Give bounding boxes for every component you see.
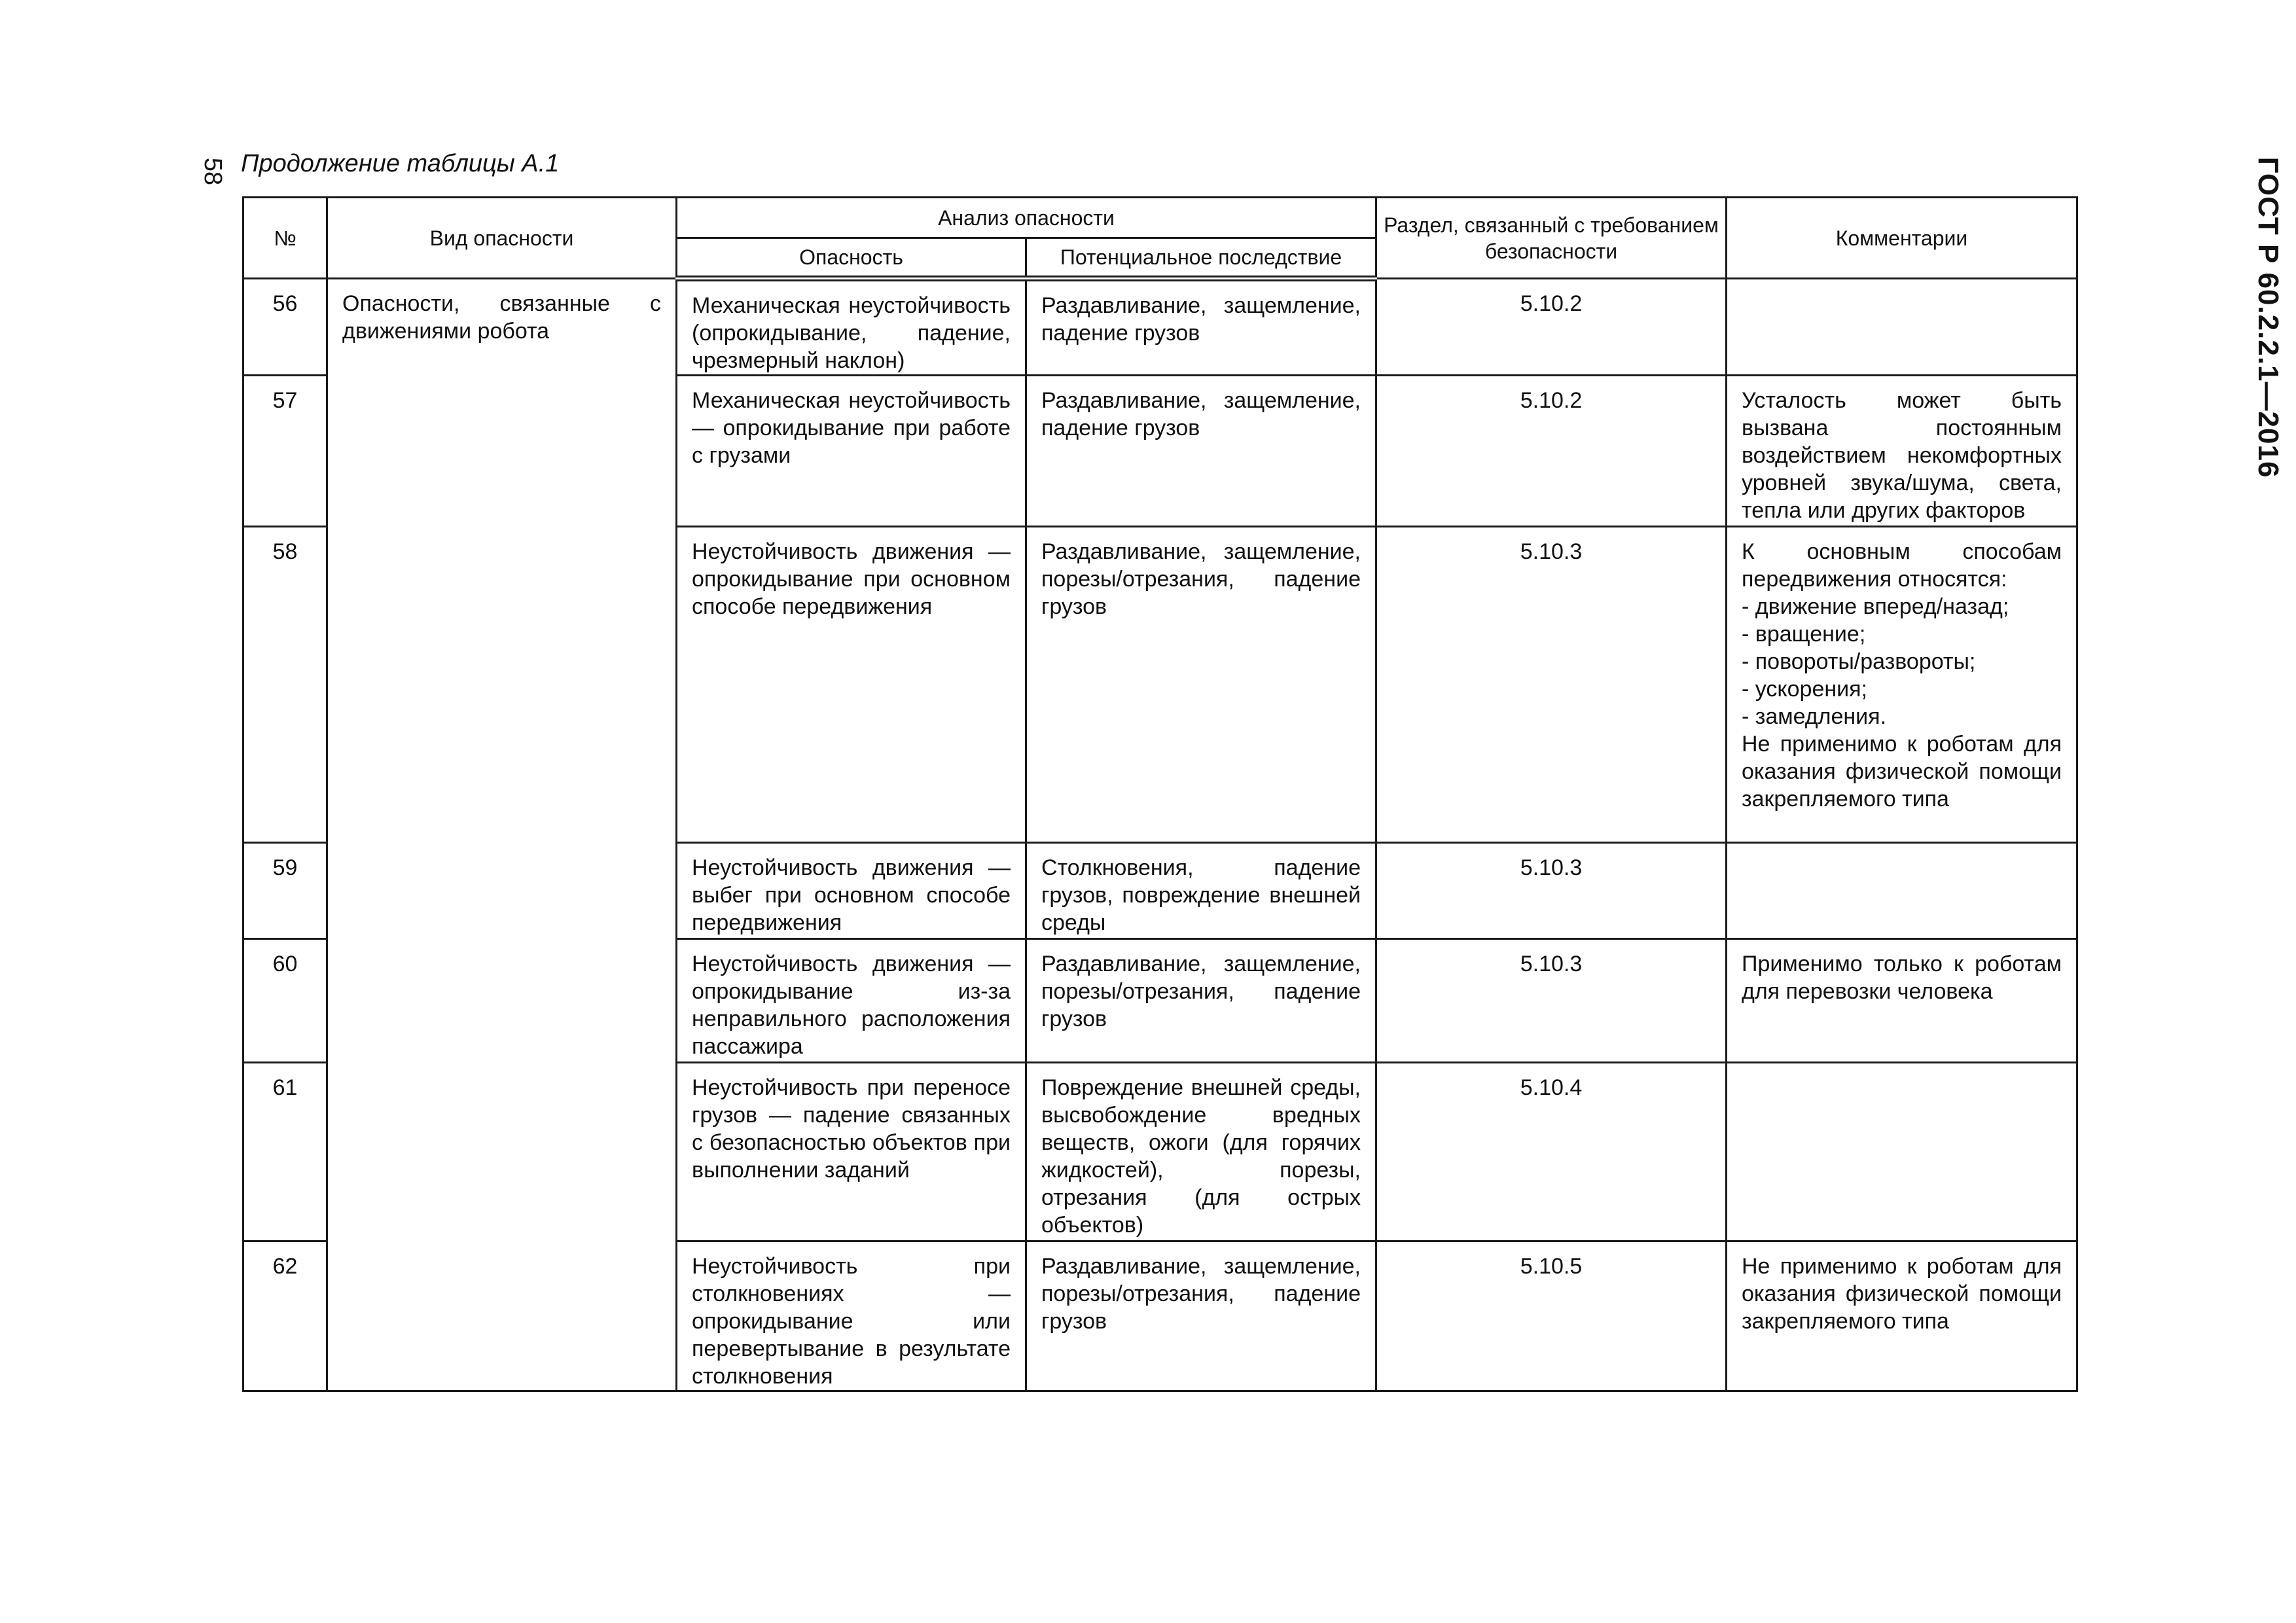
- row-num: 58: [243, 527, 327, 843]
- row-num: 57: [243, 376, 327, 527]
- comment-cell: Не применимо к роботам для оказания физической помощи закрепляемого типа: [1727, 1241, 2077, 1391]
- comment-cell: [1727, 527, 2077, 843]
- comment-cell: [1727, 279, 2077, 376]
- row-num: 62: [243, 1241, 327, 1391]
- page-number: 58: [199, 157, 226, 186]
- comment-cell: [1727, 843, 2077, 939]
- row-num: 59: [243, 843, 327, 939]
- header-hazard-type: Вид опасности: [327, 198, 677, 279]
- row-num: 61: [243, 1063, 327, 1241]
- hazard-type-cell: Опасности, связанные с движениями робота: [327, 279, 677, 1391]
- list-item: - движение вперед/назад;: [1742, 594, 2009, 619]
- consequence-cell: Раздавливание, защемление, порезы/отрезания, падение грузов: [1026, 1241, 1376, 1391]
- hazard-table: [242, 196, 2078, 1392]
- hazard-cell: Неустойчивость при переносе грузов — падение связанных с безопасностью объектов при выполнении заданий: [677, 1063, 1026, 1241]
- list-item: - повороты/развороты;: [1742, 649, 1976, 674]
- section-cell: 5.10.5: [1376, 1241, 1727, 1391]
- consequence-cell: Повреждение внешней среды, высвобождение вредных веществ, ожоги (для горячих жидкостей), порезы, отрезания (для острых объектов): [1026, 1063, 1376, 1241]
- list-item: - вращение;: [1742, 622, 1866, 647]
- header-hazard: Опасность: [677, 238, 1026, 279]
- comment-tail: Не применимо к роботам для оказания физической помощи закрепляемого типа: [1742, 732, 2062, 812]
- table-caption: Продолжение таблицы А.1: [241, 150, 560, 177]
- header-analysis: Анализ опасности: [677, 198, 1376, 238]
- section-cell: 5.10.3: [1376, 843, 1727, 939]
- header-consequence: Потенциальное последствие: [1026, 238, 1376, 279]
- header-row: [243, 198, 2077, 238]
- section-cell: 5.10.2: [1376, 279, 1727, 376]
- consequence-cell: Раздавливание, защемление, порезы/отрезания, падение грузов: [1026, 527, 1376, 843]
- section-cell: 5.10.4: [1376, 1063, 1727, 1241]
- hazard-cell: Неустойчивость при столкновениях — опрокидывание или перевертывание в результате столкновения: [677, 1241, 1026, 1391]
- row-num: 56: [243, 279, 327, 376]
- comment-cell: Усталость может быть вызвана постоянным воздействием некомфортных уровней звука/шума, света, тепла или других факторов: [1727, 376, 2077, 527]
- consequence-cell: Раздавливание, защемление, падение грузов: [1026, 279, 1376, 376]
- hazard-cell: Неустойчивость движения — опрокидывание из-за неправильного расположения пассажира: [677, 939, 1026, 1063]
- section-cell: 5.10.3: [1376, 527, 1727, 843]
- hazard-cell: Неустойчивость движения — опрокидывание при основном способе передвижения: [677, 527, 1026, 843]
- consequence-cell: Столкновения, падение грузов, повреждение внешней среды: [1026, 843, 1376, 939]
- hazard-cell: Механическая неустойчивость — опрокидывание при работе с грузами: [677, 376, 1026, 527]
- list-item: - ускорения;: [1742, 677, 1867, 702]
- hazard-cell: Механическая неустойчивость (опрокидывание, падение, чрезмерный наклон): [677, 279, 1026, 376]
- list-item: - замедления.: [1742, 704, 1887, 729]
- section-cell: 5.10.3: [1376, 939, 1727, 1063]
- document-code: ГОСТ Р 60.2.2.1—2016: [2252, 156, 2284, 478]
- section-cell: 5.10.2: [1376, 376, 1727, 527]
- comment-cell: [1727, 1063, 2077, 1241]
- consequence-cell: Раздавливание, защемление, порезы/отрезания, падение грузов: [1026, 939, 1376, 1063]
- comment-cell: Применимо только к роботам для перевозки человека: [1727, 939, 2077, 1063]
- table-row: [243, 279, 2077, 376]
- header-section: Раздел, связанный с требованием безопасности: [1376, 198, 1727, 279]
- row-num: 60: [243, 939, 327, 1063]
- comment-list: [1742, 593, 2062, 730]
- comment-intro: К основным способам передвижения относятся:: [1742, 539, 2062, 592]
- header-num: №: [243, 198, 327, 279]
- header-comments: Комментарии: [1727, 198, 2077, 279]
- consequence-cell: Раздавливание, защемление, падение грузов: [1026, 376, 1376, 527]
- hazard-cell: Неустойчивость движения — выбег при основном способе передвижения: [677, 843, 1026, 939]
